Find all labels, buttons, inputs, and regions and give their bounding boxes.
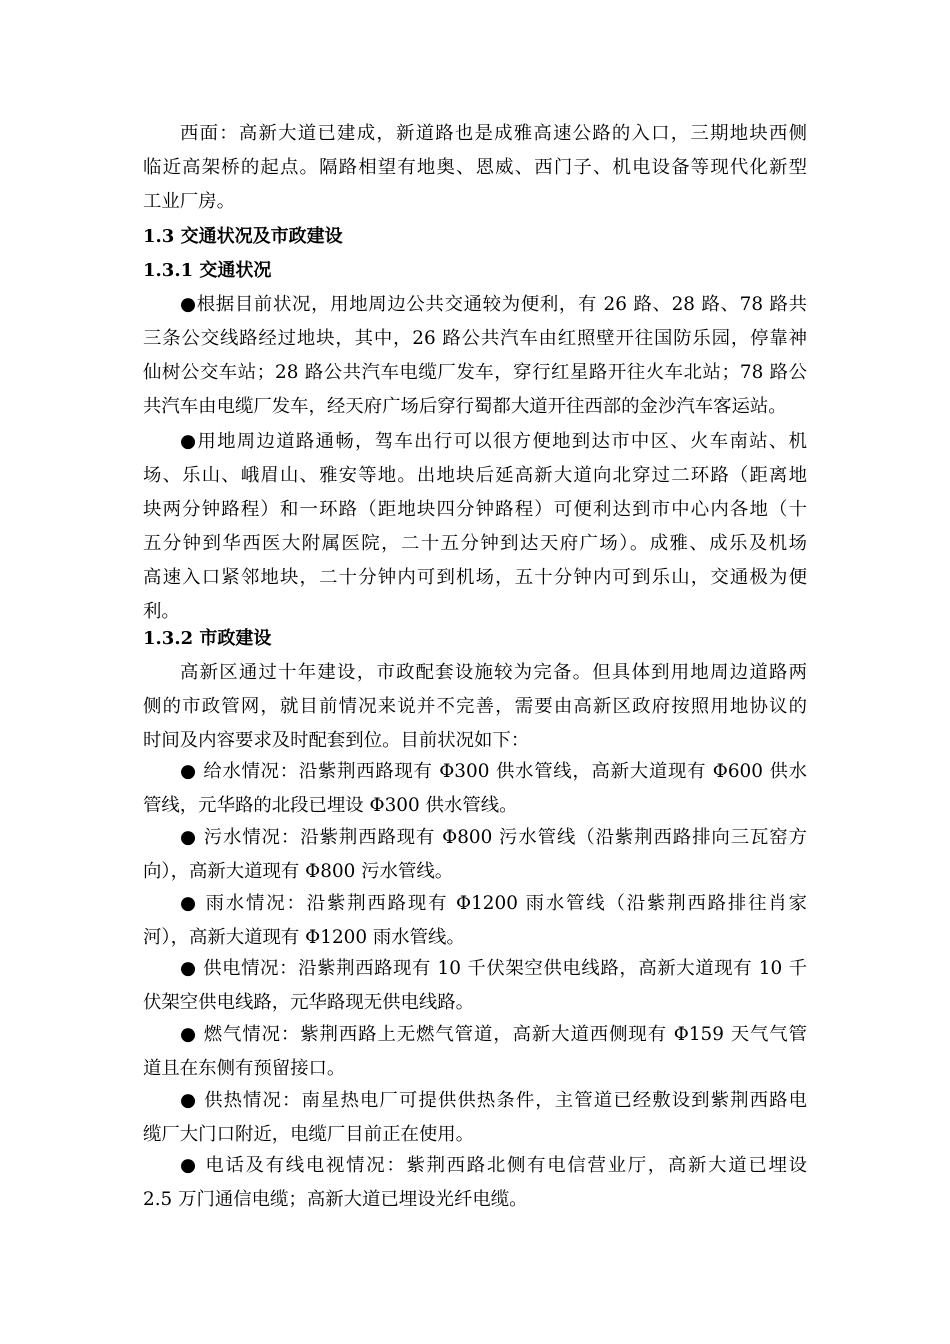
paragraph-line: 侧的市政管网，就目前情况来说并不完善，需要由高新区政府按照用地协议的: [143, 696, 807, 717]
paragraph-line: 五分钟到华西医大附属医院，二十五分钟到达天府广场）。成雅、成乐及机场: [143, 533, 807, 554]
bullet-line: ● 供电情况：沿紫荆西路现有 10 千伏架空供电线路，高新大道现有 10 千: [180, 958, 807, 979]
paragraph-line: 块两分钟路程）和一环路（距地块四分钟路程）可便利达到市中心内各地（十: [143, 499, 807, 520]
paragraph-line: 高新区通过十年建设，市政配套设施较为完备。但具体到用地周边道路两: [180, 662, 807, 683]
paragraph-line: ●用地周边道路通畅，驾车出行可以很方便地到达市中区、火车南站、机: [180, 431, 807, 452]
paragraph-line: 三条公交线路经过地块，其中，26 路公共汽车由红照壁开往国防乐园，停靠神: [143, 328, 807, 349]
bullet-line: 向），高新大道现有 Φ800 污水管线。: [143, 861, 454, 882]
paragraph-line: 临近高架桥的起点。隔路相望有地奥、恩威、西门子、机电设备等现代化新型: [143, 157, 807, 178]
item-telecom: [143, 1149, 807, 1217]
bullet-line: ● 电话及有线电视情况：紫荆西路北侧有电信营业厅，高新大道已埋设: [180, 1155, 807, 1176]
paragraph-line: 仙树公交车站；28 路公共汽车电缆厂发车，穿行红星路开往火车北站；78 路公: [143, 362, 807, 383]
bullet-line: ● 给水情况：沿紫荆西路现有 Φ300 供水管线，高新大道现有 Φ600 供水: [180, 761, 807, 782]
paragraph-line: 西面：高新大道已建成，新道路也是成雅高速公路的入口，三期地块西侧: [180, 123, 807, 144]
bullet-line: 伏架空供电线路，元华路现无供电线路。: [143, 992, 475, 1013]
bullet-line: ● 供热情况：南星热电厂可提供供热条件，主管道已经敷设到紫荆西路电: [180, 1090, 807, 1111]
bullet-line: ● 污水情况：沿紫荆西路现有 Φ800 污水管线（沿紫荆西路排向三瓦窑方: [180, 827, 807, 848]
bullet-line: 管线，元华路的北段已埋设 Φ300 供水管线。: [143, 795, 518, 816]
traffic-paragraph-bus: [143, 288, 807, 424]
bullet-line: 2.5 万门通信电缆；高新大道已埋设光纤电缆。: [143, 1189, 528, 1210]
bullet-line: ● 燃气情况：紫荆西路上无燃气管道，高新大道西侧现有 Φ159 天气气管: [180, 1024, 807, 1045]
paragraph-line: ●根据目前状况，用地周边公共交通较为便利，有 26 路、28 路、78 路共: [180, 294, 807, 315]
paragraph-line: 场、乐山、峨眉山、雅安等地。出地块后延高新大道向北穿过二环路（距离地: [143, 465, 807, 486]
municipal-intro: [143, 656, 807, 758]
bullet-line: 道且在东侧有预留接口。: [143, 1058, 346, 1079]
item-power-supply: [143, 952, 807, 1020]
intro-paragraph: [143, 117, 807, 219]
bullet-line: 河），高新大道现有 Φ1200 雨水管线。: [143, 927, 465, 948]
subsection-heading-traffic: 1.3.1 交通状况: [143, 260, 272, 281]
paragraph-line: 高速入口紧邻地块，二十分钟内可到机场，五十分钟内可到乐山，交通极为便: [143, 567, 807, 588]
item-water-supply: [143, 755, 807, 823]
paragraph-line: 共汽车由电缆厂发车，经天府广场后穿行蜀都大道开往西部的金沙汽车客运站。: [143, 396, 787, 417]
paragraph-line: 时间及内容要求及时配套到位。目前状况如下：: [143, 730, 530, 751]
subsection-heading-municipal: 1.3.2 市政建设: [143, 628, 272, 649]
item-rainwater: [143, 887, 807, 955]
section-heading: 1.3 交通状况及市政建设: [143, 226, 343, 247]
item-sewage: [143, 821, 807, 889]
item-gas: [143, 1018, 807, 1086]
item-heating: [143, 1084, 807, 1152]
bullet-line: ● 雨水情况：沿紫荆西路现有 Φ1200 雨水管线（沿紫荆西路排往肖家: [180, 893, 807, 914]
paragraph-line: 利。: [143, 601, 180, 622]
bullet-line: 缆厂大门口附近，电缆厂目前正在使用。: [143, 1124, 475, 1145]
paragraph-line: 工业厂房。: [143, 191, 235, 212]
traffic-paragraph-road: [143, 425, 807, 629]
